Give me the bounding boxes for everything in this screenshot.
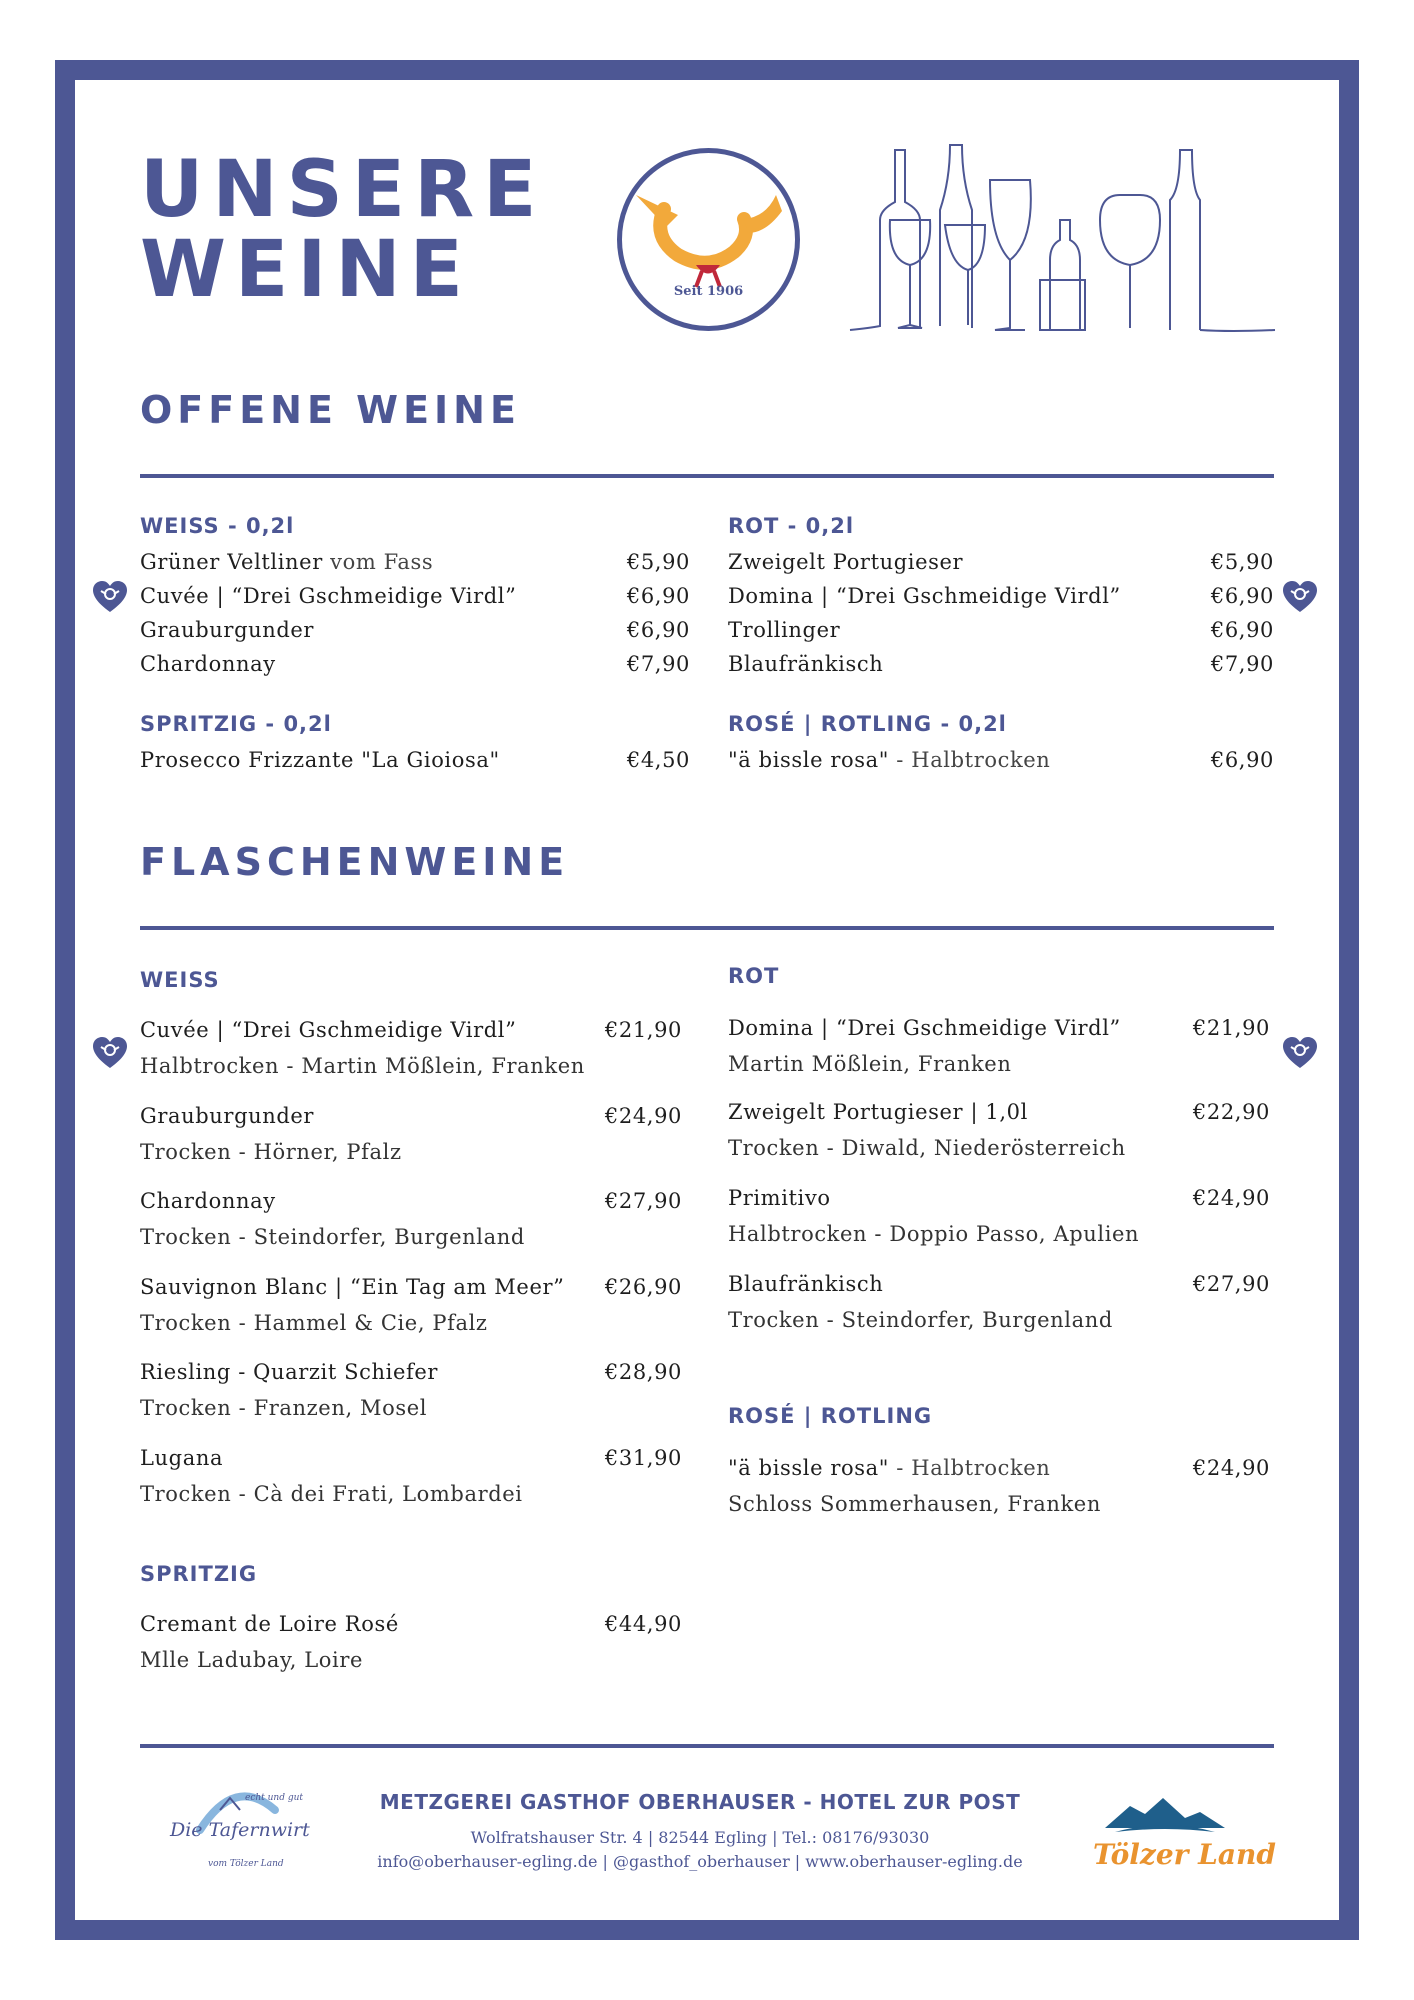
wine-item [140,1360,682,1430]
wine-name: Grauburgunder [140,618,315,642]
wine-item [728,1186,1270,1256]
wine-name: Blaufränkisch [728,1272,884,1296]
wine-name: Riesling - Quarzit Schiefer [140,1360,439,1384]
wine-origin: Martin Mößlein, Franken [728,1052,1012,1076]
svg-text:echt und gut: echt und gut [245,1793,304,1803]
wine-price: €7,90 [1210,652,1274,676]
wine-name: Lugana [140,1446,224,1470]
wine-name: Grüner Veltliner vom Fass [140,550,434,574]
wine-price: €31,90 [604,1446,682,1470]
svg-text:Die Tafernwirt: Die Tafernwirt [170,1819,310,1841]
heading-offen-spritzig: SPRITZIG - 0,2l [140,712,332,736]
tafernwirt-logo [160,1780,310,1880]
wine-name: "ä bissle rosa" - Halbtrocken [728,748,1051,772]
wine-price: €27,90 [604,1189,682,1213]
wine-price: €24,90 [1192,1456,1270,1480]
heading-flaschen-rose: ROSÉ | ROTLING [728,1404,933,1428]
svg-text:vom Tölzer Land: vom Tölzer Land [208,1859,284,1869]
wine-price: €5,90 [1210,550,1274,574]
section-title-flaschen: FLASCHENWEINE [140,840,570,884]
wine-row [728,748,1274,780]
wine-item [728,1272,1270,1342]
wine-name: Sauvignon Blanc | “Ein Tag am Meer” [140,1275,565,1299]
section-title-offene: OFFENE WEINE [140,388,521,432]
wine-name: Cuvée | “Drei Gschmeidige Virdl” [140,584,517,608]
wine-item [728,1100,1270,1170]
wine-name: Cremant de Loire Rosé [140,1612,399,1636]
wine-row [728,618,1274,650]
wine-name: Primitivo [728,1186,831,1210]
wine-price: €21,90 [604,1018,682,1042]
wine-origin: Trocken - Franzen, Mosel [140,1396,428,1420]
logo-text: Seit 1906 [673,284,744,299]
wine-price: €6,90 [626,618,690,642]
wine-origin: Trocken - Steindorfer, Burgenland [728,1308,1113,1332]
wine-item [140,1446,682,1516]
wine-price: €6,90 [626,584,690,608]
bottles-illustration [850,140,1275,335]
wine-name: Chardonnay [140,652,276,676]
wine-price: €6,90 [1210,748,1274,772]
wine-name: Zweigelt Portugieser | 1,0l [728,1100,1028,1124]
wine-price: €27,90 [1192,1272,1270,1296]
wine-price: €6,90 [1210,584,1274,608]
wine-origin: Mlle Ladubay, Loire [140,1648,364,1672]
svg-text:Tölzer Land: Tölzer Land [1093,1838,1276,1871]
divider-flaschen [140,926,1274,930]
wine-origin: Schloss Sommerhausen, Franken [728,1492,1101,1516]
heading-offen-weiss: WEISS - 0,2l [140,514,295,538]
wine-price: €22,90 [1192,1100,1270,1124]
wine-item [140,1104,682,1174]
wine-item [140,1612,682,1682]
wine-origin: Halbtrocken - Martin Mößlein, Franken [140,1054,585,1078]
divider-footer [140,1744,1274,1748]
wine-origin: Halbtrocken - Doppio Passo, Apulien [728,1222,1140,1246]
wine-row [728,652,1274,684]
wine-origin: Trocken - Diwald, Niederösterreich [728,1136,1126,1160]
title-line-2: WEINE [140,225,472,315]
wine-item [140,1275,682,1345]
wine-name: Blaufränkisch [728,652,884,676]
wine-row [140,748,690,780]
wine-name: Grauburgunder [140,1104,315,1128]
wine-name: Cuvée | “Drei Gschmeidige Virdl” [140,1018,517,1042]
heading-offen-rot: ROT - 0,2l [728,514,855,538]
wine-price: €5,90 [626,550,690,574]
wine-price: €7,90 [626,652,690,676]
wine-origin: Trocken - Steindorfer, Burgenland [140,1225,525,1249]
wine-item [140,1018,682,1088]
toelzer-land-logo [1085,1788,1276,1878]
wine-row [140,652,690,684]
wine-name: Prosecco Frizzante "La Gioiosa" [140,748,500,772]
footer-contact: info@oberhauser-egling.de | @gasthof_oberhauser | www.oberhauser-egling.de [377,1852,1023,1871]
title-line-1: UNSERE [140,145,546,235]
wine-name: Domina | “Drei Gschmeidige Virdl” [728,584,1121,608]
wine-origin: Trocken - Hammel & Cie, Pfalz [140,1311,488,1335]
wine-row [140,618,690,650]
heading-flaschen-weiss: WEISS [140,968,220,992]
wine-origin: Trocken - Cà dei Frati, Lombardei [140,1482,523,1506]
wine-name: Trollinger [728,618,841,642]
wine-price: €44,90 [604,1612,682,1636]
heart-icon [1282,580,1318,614]
wine-row [140,584,690,616]
heading-offen-rose: ROSÉ | ROTLING - 0,2l [728,712,1007,736]
wine-name: "ä bissle rosa" - Halbtrocken [728,1456,1051,1480]
heart-icon [92,1036,128,1070]
wine-price: €6,90 [1210,618,1274,642]
wine-name: Domina | “Drei Gschmeidige Virdl” [728,1016,1121,1040]
wine-price: €24,90 [604,1104,682,1128]
wine-price: €28,90 [604,1360,682,1384]
heart-icon [1282,1036,1318,1070]
wine-name: Zweigelt Portugieser [728,550,964,574]
wine-item [728,1456,1270,1526]
heading-flaschen-rot: ROT [728,964,780,988]
page-title [140,145,546,315]
divider-offene [140,474,1274,478]
wine-row [728,550,1274,582]
posthorn-logo [616,147,801,332]
wine-price: €21,90 [1192,1016,1270,1040]
wine-origin: Trocken - Hörner, Pfalz [140,1140,402,1164]
heading-flaschen-spritzig: SPRITZIG [140,1562,258,1586]
heart-icon [92,580,128,614]
wine-price: €24,90 [1192,1186,1270,1210]
wine-row [728,584,1274,616]
wine-name: Chardonnay [140,1189,276,1213]
wine-price: €26,90 [604,1275,682,1299]
wine-item [140,1189,682,1259]
wine-row [140,550,690,582]
wine-item [728,1016,1270,1086]
footer-title: METZGEREI GASTHOF OBERHAUSER - HOTEL ZUR POST [379,1790,1021,1814]
wine-price: €4,50 [626,748,690,772]
footer-address: Wolfratshauser Str. 4 | 82544 Egling | Tel.: 08176/93030 [470,1828,930,1847]
